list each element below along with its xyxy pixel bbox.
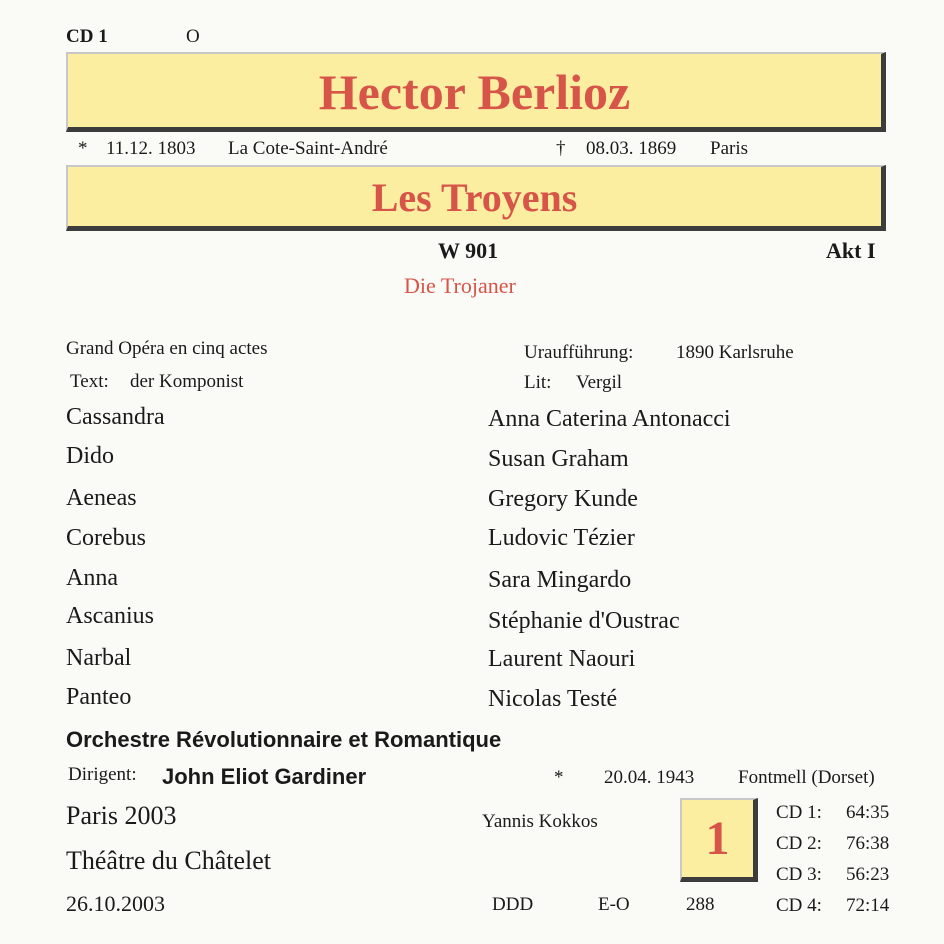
duration-label: CD 1: [776, 802, 822, 823]
format-label: DDD [492, 894, 534, 915]
duration-time: 76:38 [846, 833, 890, 854]
cast-singer: Ludovic Tézier [488, 525, 635, 551]
catalog-number: W 901 [438, 238, 499, 263]
text-value: der Komponist [130, 371, 244, 392]
death-date: 08.03. 1869 [586, 138, 677, 159]
duration-label: CD 2: [776, 833, 822, 854]
conductor-birth-date: 20.04. 1943 [604, 767, 695, 788]
composer-banner [66, 52, 886, 132]
duration-time: 64:35 [846, 802, 890, 823]
catalog-serial: 288 [686, 894, 715, 915]
composer-name: Hector Berlioz [318, 64, 631, 120]
conductor-name: John Eliot Gardiner [162, 764, 367, 789]
designer-name: Yannis Kokkos [482, 811, 598, 832]
genre: Grand Opéra en cinq actes [66, 338, 268, 359]
cast-role: Narbal [66, 645, 132, 671]
work-title: Les Troyens [371, 175, 578, 220]
birth-date: 11.12. 1803 [106, 138, 196, 159]
cast-singer: Nicolas Testé [488, 686, 618, 712]
disc-number: 1 [705, 812, 730, 865]
death-place: Paris [710, 138, 748, 159]
work-title-banner [66, 165, 886, 231]
cast-singer: Sara Mingardo [488, 567, 632, 593]
cast-role: Aeneas [66, 485, 137, 511]
duration-time: 72:14 [846, 895, 890, 916]
duration-time: 56:23 [846, 864, 890, 885]
cast-singer: Laurent Naouri [488, 646, 636, 672]
cast-role: Cassandra [66, 404, 165, 430]
cast-role: Corebus [66, 525, 146, 551]
disc-number-badge [680, 798, 758, 882]
lit-label: Lit: [524, 372, 552, 393]
cast-singer: Anna Caterina Antonacci [488, 406, 731, 432]
premiere-label: Uraufführung: [524, 342, 634, 363]
duration-label: CD 4: [776, 895, 822, 916]
text-label: Text: [70, 371, 109, 392]
recording-venue: Théâtre du Châtelet [66, 846, 272, 875]
lit-value: Vergil [576, 372, 623, 393]
cast-singer: Susan Graham [488, 446, 629, 472]
cast-role: Ascanius [66, 603, 154, 629]
conductor-birth-place: Fontmell (Dorset) [738, 767, 875, 788]
marker-label: O [186, 26, 200, 47]
recording-date: 26.10.2003 [66, 891, 165, 916]
death-symbol: † [556, 138, 566, 159]
label-code: E-O [598, 894, 630, 915]
conductor-label: Dirigent: [68, 764, 137, 785]
birth-symbol: * [78, 138, 88, 159]
recording-place-year: Paris 2003 [66, 801, 177, 830]
cast-singer: Stéphanie d'Oustrac [488, 608, 680, 634]
cast-role: Anna [66, 565, 118, 591]
german-title: Die Trojaner [404, 273, 516, 298]
orchestra-name: Orchestre Révolutionnaire et Romantique [66, 727, 502, 752]
conductor-birth-symbol: * [554, 767, 564, 788]
cast-role: Dido [66, 443, 114, 469]
cast-singer: Gregory Kunde [488, 486, 638, 512]
cast-role: Panteo [66, 684, 132, 710]
duration-label: CD 3: [776, 864, 822, 885]
premiere-value: 1890 Karlsruhe [676, 342, 794, 363]
cd-label: CD 1 [66, 26, 108, 47]
act-label: Akt I [826, 238, 876, 263]
birth-place: La Cote-Saint-André [228, 138, 388, 159]
